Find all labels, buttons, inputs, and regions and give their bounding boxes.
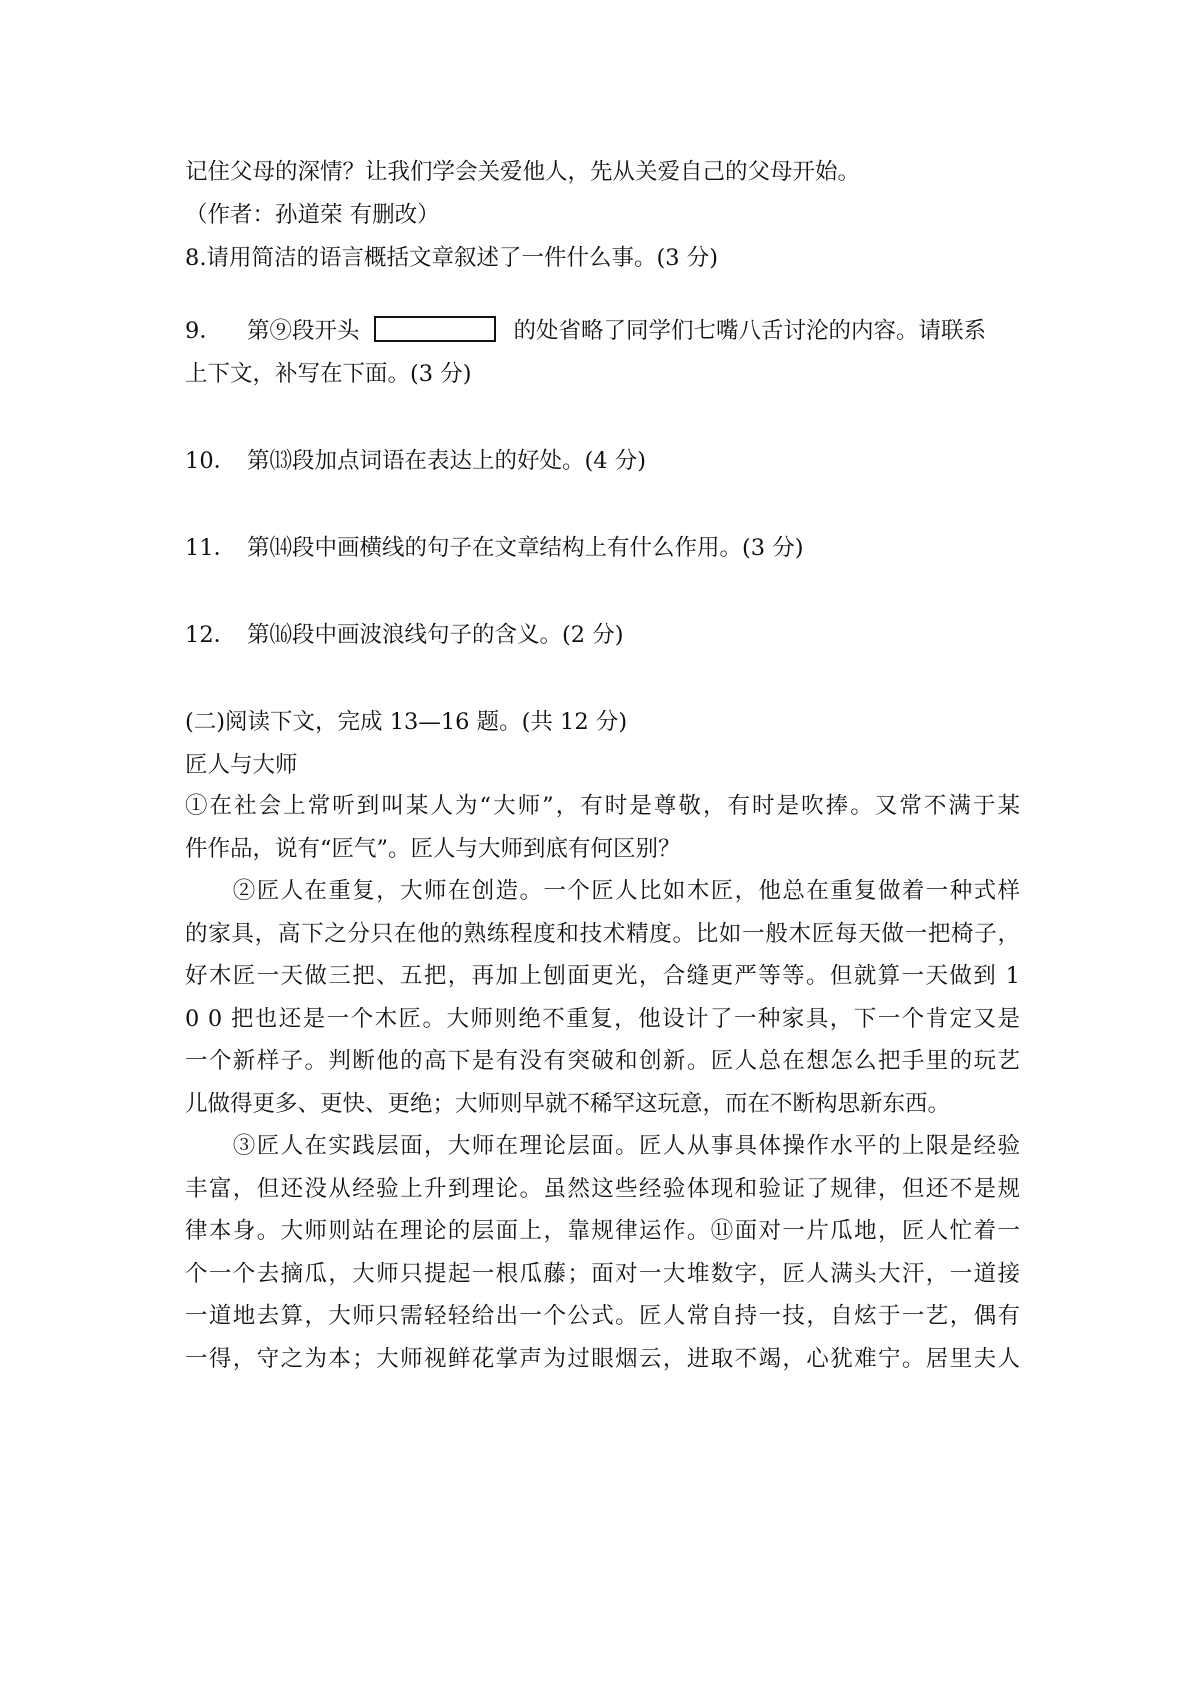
intro-line-1: 记住父母的深情？让我们学会关爱他人，先从关爱自己的父母开始。 — [185, 159, 861, 185]
paragraph-line: 律本身。大师则站在理论的层面上，靠规律运作。⑪面对一片瓜地，匠人忙着一 — [185, 1218, 1020, 1244]
paragraph-line: ①在社会上常听到叫某人为“大师”，有时是尊敬，有时是吹捧。又常不满于某 — [185, 793, 1020, 819]
blank-box — [374, 316, 496, 342]
question-11-text: 第⒁段中画横线的句子在文章结构上有什么作用。(3 分) — [247, 535, 804, 561]
article-paragraph-3 — [185, 1125, 1020, 1380]
paragraph-line: ③匠人在实践层面，大师在理论层面。匠人从事具体操作水平的上限是经验 — [185, 1133, 1020, 1159]
article-paragraph-1 — [185, 785, 1020, 870]
paragraph-line: 丰富，但还没从经验上升到理论。虽然这些经验体现和验证了规律，但还不是规 — [185, 1175, 1020, 1202]
question-11-number: 11． — [185, 535, 237, 561]
question-9-number: 9． — [185, 318, 222, 344]
paragraph-line: 儿做得更多、更快、更绝；大师则早就不稀罕这玩意，而在不断构思新东西。 — [185, 1090, 951, 1117]
question-8-text: 请用简洁的语言概括文章叙述了一件什么事。(3 分) — [206, 245, 718, 271]
paragraph-line: 一得，守之为本；大师视鲜花掌声为过眼烟云，进取不竭，心犹难宁。居里夫人 — [185, 1345, 1020, 1372]
question-9-text-pre: 第⑨段开头 — [247, 318, 360, 344]
question-12 — [185, 620, 624, 650]
question-8 — [185, 243, 718, 273]
paragraph-line: 件作品，说有“匠气”。匠人与大师到底有何区别？ — [185, 835, 681, 862]
section-heading: (二)阅读下文，完成 13—16 题。(共 12 分) — [185, 709, 628, 735]
question-12-text: 第⒃段中画波浪线句子的含义。(2 分) — [247, 622, 624, 648]
question-10 — [185, 446, 646, 476]
paragraph-line: ②匠人在重复，大师在创造。一个匠人比如木匠，他总在重复做着一种式样 — [185, 878, 1020, 904]
paragraph-line: 一道地去算，大师只需轻轻给出一个公式。匠人常自持一技，自炫于一艺，偶有 — [185, 1303, 1020, 1329]
author-note: （作者：孙道荣 有删改） — [185, 202, 440, 228]
question-9-text-post: 的处省略了同学们七嘴八舌讨沦的内容。请联系 — [513, 318, 987, 344]
question-9 — [185, 316, 986, 348]
article-paragraph-2 — [185, 870, 1020, 1125]
paragraph-line: 好木匠一天做三把、五把，再加上刨面更光，合缝更严等等。但就算一天做到 1 — [185, 963, 1020, 989]
paragraph-line: 的家具，高下之分只在他的熟练程度和技术精度。比如一般木匠每天做一把椅子， — [185, 920, 1020, 947]
paragraph-line: 一个新样子。判断他的高下是有没有突破和创新。匠人总在想怎么把手里的玩艺 — [185, 1048, 1020, 1074]
question-10-text: 第⒀段加点词语在表达上的好处。(4 分) — [247, 448, 647, 474]
question-10-number: 10． — [185, 448, 237, 474]
article-title: 匠人与大师 — [185, 752, 298, 778]
question-12-number: 12． — [185, 622, 237, 648]
paragraph-line: 个一个去摘瓜，大师只提起一根瓜藤；面对一大堆数字，匠人满头大汗，一道接 — [185, 1260, 1020, 1287]
paragraph-line: 0 0 把也还是一个木匠。大师则绝不重复，他设计了一种家具，下一个肯定又是 — [185, 1005, 1020, 1032]
question-11 — [185, 533, 804, 563]
question-8-number: 8. — [185, 245, 207, 271]
question-9-continuation: 上下文，补写在下面。(3 分) — [185, 361, 472, 387]
